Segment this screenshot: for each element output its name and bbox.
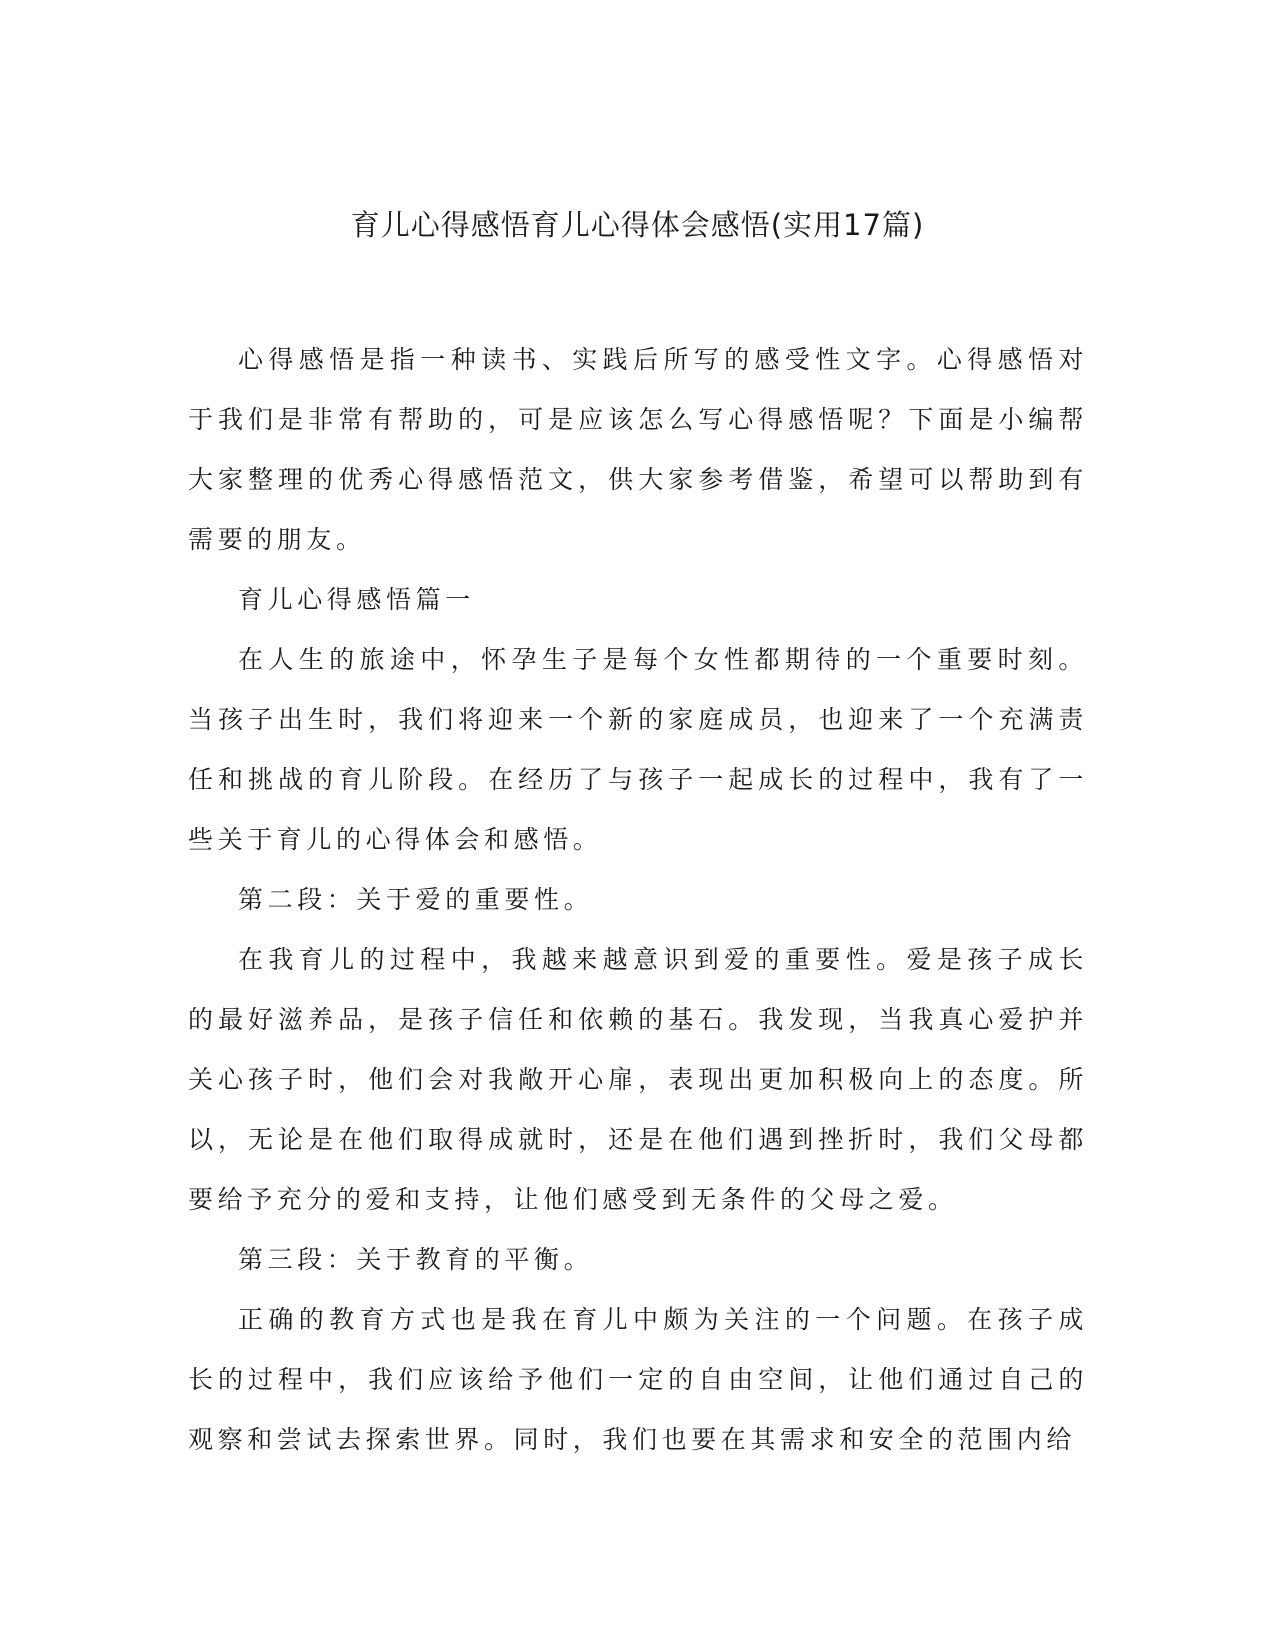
section-heading-second: 第二段：关于爱的重要性。 bbox=[238, 885, 594, 914]
section-heading-part-one: 育儿心得感悟篇一 bbox=[238, 585, 475, 614]
section-heading-third: 第三段：关于教育的平衡。 bbox=[238, 1245, 594, 1274]
intro-paragraph: 心得感悟是指一种读书、实践后所写的感受性文字。心得感悟对于我们是非常有帮助的，可是应该怎么写心得感悟呢？下面是小编帮大家整理的优秀心得感悟范文，供大家参考借鉴，希望可以帮助到有需要的朋友。 bbox=[188, 345, 1088, 554]
document-title: 育儿心得感悟育儿心得体会感悟(实用17篇) bbox=[350, 208, 925, 242]
body-paragraph-love: 在我育儿的过程中，我越来越意识到爱的重要性。爱是孩子成长的最好滋养品，是孩子信任和依赖的基石。我发现，当我真心爱护并关心孩子时，他们会对我敞开心扉，表现出更加积极向上的态度。所以，无论是在他们取得成就时，还是在他们遇到挫折时，我们父母都要给予充分的爱和支持，让他们感受到无条件的父母之爱。 bbox=[188, 945, 1088, 1214]
body-paragraph-education: 正确的教育方式也是我在育儿中颇为关注的一个问题。在孩子成长的过程中，我们应该给予他们一定的自由空间，让他们通过自己的观察和尝试去探索世界。同时，我们也要在其需求和安全的范围内给 bbox=[188, 1305, 1088, 1454]
document-body bbox=[188, 330, 1088, 1470]
body-paragraph-first: 在人生的旅途中，怀孕生子是每个女性都期待的一个重要时刻。当孩子出生时，我们将迎来一个新的家庭成员，也迎来了一个充满责任和挑战的育儿阶段。在经历了与孩子一起成长的过程中，我有了一些关于育儿的心得体会和感悟。 bbox=[188, 645, 1088, 854]
